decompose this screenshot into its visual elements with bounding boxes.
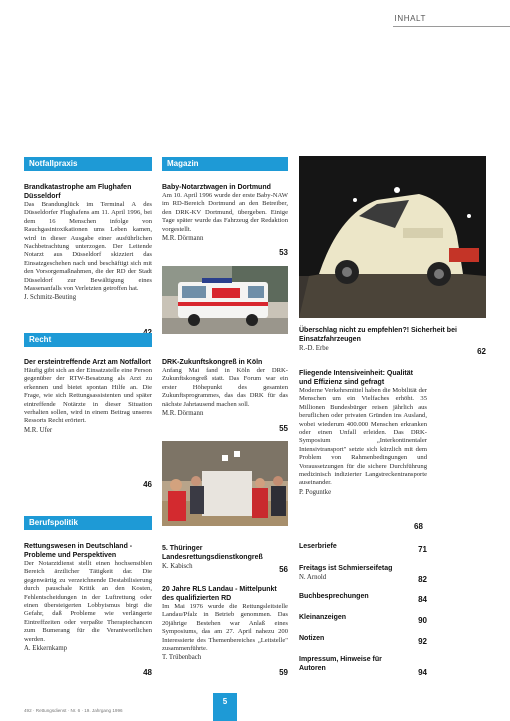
article-fliegende-intensiveinheit[interactable]: [299, 369, 427, 532]
listing-schmierseifetag[interactable]: [299, 564, 427, 584]
page-number: 62: [477, 347, 486, 356]
page-number: 94: [418, 668, 427, 677]
page-number-box: 5: [213, 693, 237, 721]
photo-baby-notarztwagen: [162, 266, 288, 334]
article-thueringer-kongress[interactable]: [162, 544, 288, 574]
article-brandkatastrophe[interactable]: [24, 183, 152, 337]
page-number: 53: [279, 248, 288, 257]
article-baby-notarztwagen[interactable]: [162, 183, 288, 257]
page-number: 90: [418, 616, 427, 625]
listing-title: Notizen: [299, 635, 325, 642]
page-number: 71: [418, 545, 427, 554]
article-body: Anfang Mai fand in Köln der DRK-Zukunftskongreß statt. Das Forum war ein erster Höhepunkt des gesamten Zukunftsprogrammes, das das DRK für das nächste Jahrtausend machen soll.: [162, 367, 288, 408]
listing-title: Buchbesprechungen: [299, 593, 369, 600]
page-number: 56: [279, 565, 288, 574]
section-magazin: Magazin: [162, 157, 288, 171]
listing-buchbesprechungen[interactable]: [299, 592, 427, 604]
photo-ueberschlag: [299, 156, 486, 318]
article-title: DRK-Zukunftskongreß in Köln: [162, 359, 263, 366]
article-author: M.R. Ufer: [24, 426, 53, 434]
listing-title: Kleinanzeigen: [299, 614, 347, 621]
section-recht: Recht: [24, 333, 152, 347]
article-title: Rettungswesen in Deutschland - Probleme und Perspektiven: [24, 543, 133, 559]
article-body: Der Notarztdienst stellt einen hochsensiblen Bereich ärztlicher Tätigkeit dar. Die gegenwärtig zu verzeichnende Destabilisierung durch pauschale Kritik an den Kosten, Fehlentscheidungen in der Luftrettung oder einen übersteigerten Lobbyismus birgt die Gefahr, daß Probleme wie verlängerte Eintreffzeiten oder verpaßte Therapiechancen zum Bumerang für die Verantwortlichen werden.: [24, 560, 152, 643]
article-body: Häufig gibt sich an der Einsatzstelle eine Person gegenüber der RTW-Besatzung als Arzt zu erkennen und bietet spontan Hilfe an. Die Frage, wie sich Rettungsassistenten und später eintreffende Notärzte in dieser Situation verhalten sollen, wird in einem Beitrag unseres Ressorts Recht erörtert.: [24, 367, 152, 425]
page-number: 55: [279, 424, 288, 433]
listing-title: Freitags ist Schmierseifetag: [299, 565, 393, 572]
section-berufspolitik: Berufspolitik: [24, 516, 152, 530]
article-ersteintreffender-arzt[interactable]: [24, 358, 152, 489]
header-rule: [393, 26, 510, 27]
article-body: Moderne Verkehrsmittel haben die Mobilität der Menschen um ein Vielfaches erhöht. 35 Millionen Bundesbürger reisen jährlich aus beruflichen oder privaten Gründen ins Ausland, wobei wiederum 400.000 Menschen erkranken oder einen Unfall erleiden. Das DRK-Symposium „Interkontinentaler Intensivtransport" setzte sich kürzlich mit dem Problem von Rahmenbedingungen und Voraussetzungen für die sichere Durchführung medizinisch indizierter Langstreckentransporte auseinander.: [299, 387, 427, 487]
article-body: Im Mai 1976 wurde die Rettungsleitstelle Landau/Pfalz in Betrieb genommen. Das 20jährige Bestehen war Anlaß eines Symposiums, das am 27. April nahezu 200 Interessierte des Themenbereiches „Leitstelle" zusammenführte.: [162, 603, 288, 653]
article-drk-zukunftskongress[interactable]: [162, 358, 288, 433]
page-number: 68: [414, 522, 423, 531]
section-notfallpraxis: Notfallpraxis: [24, 157, 152, 171]
article-rettungswesen[interactable]: [24, 542, 152, 677]
article-title: 5. Thüringer Landesrettungsdienstkongreß: [162, 545, 263, 561]
article-title: Baby-Notarztwagen in Dortmund: [162, 184, 271, 191]
article-author: J. Schmitz-Beuting: [24, 294, 77, 302]
header-label: INHALT: [394, 14, 426, 23]
article-ueberschlag[interactable]: [299, 326, 486, 356]
listing-kleinanzeigen[interactable]: [299, 613, 427, 625]
article-title: Fliegende Intensiveinheit: Qualität und Effizienz sind gefragt: [299, 370, 413, 386]
page-number: 82: [418, 575, 427, 584]
article-body: Das Brandunglück im Terminal A des Düsseldorfer Flughafens am 11. April 1996, bei dem 16 Menschen infolge von Rauchgasintoxikationen ums Leben kamen, wird in dieser Ausgabe einer ausführlichen Nachbetrachtung unterzogen. Der Leitende Notarzt aus Düsseldorf skizziert das Einsatzgeschehen nach und beschäftigt sich mit den Vorsorgemaßnahmen, die der RD der Stadt Düsseldorf zur Bewältigung eines Massenanfalls von Verletzten getroffen hat.: [24, 201, 152, 293]
article-title: Brandkatastrophe am Flughafen Düsseldorf: [24, 184, 132, 200]
listing-title: Leserbriefe: [299, 543, 337, 550]
article-author: P. Poguntke: [299, 488, 332, 496]
photo-drk-kongress: [162, 441, 288, 526]
article-author: M.R. Dörmann: [162, 410, 204, 418]
page-number: 84: [418, 595, 427, 604]
page-number: 92: [418, 637, 427, 646]
page-number: 48: [143, 668, 152, 677]
article-rls-landau[interactable]: [162, 585, 288, 677]
article-body: Am 10. April 1996 wurde der erste Baby-NAW im RD-Bereich Dortmund an den Betreiber, den DRK-KV Dortmund, übergeben. Einige Tage später wurde das Fahrzeug der Redaktion vorgestellt.: [162, 192, 288, 233]
article-author: M.R. Dörmann: [162, 235, 204, 243]
article-author: K. Kabisch: [162, 563, 193, 570]
listing-leserbriefe[interactable]: [299, 542, 427, 554]
footer-text: 492 · Rettungsdienst · Nr. 6 · 19. Jahrgang 1996: [24, 708, 123, 713]
page-number: 46: [143, 480, 152, 489]
article-title: Der ersteintreffende Arzt am Notfallort: [24, 359, 151, 366]
article-title: 20 Jahre RLS Landau - Mittelpunkt des qualifizierten RD: [162, 586, 277, 602]
listing-author: N. Arnold: [299, 574, 327, 581]
listing-title: Impressum, Hinweise für Autoren: [299, 656, 382, 672]
listing-impressum[interactable]: [299, 655, 427, 677]
article-author: A. Ekkernkamp: [24, 645, 68, 653]
article-title: Überschlag nicht zu empfehlen?! Sicherheit bei Einsatzfahrzeugen: [299, 327, 457, 343]
article-author: R.-D. Erbe: [299, 345, 329, 352]
page-number: 59: [279, 668, 288, 677]
article-author: T. Trübenbach: [162, 654, 202, 662]
listing-notizen[interactable]: [299, 634, 427, 646]
